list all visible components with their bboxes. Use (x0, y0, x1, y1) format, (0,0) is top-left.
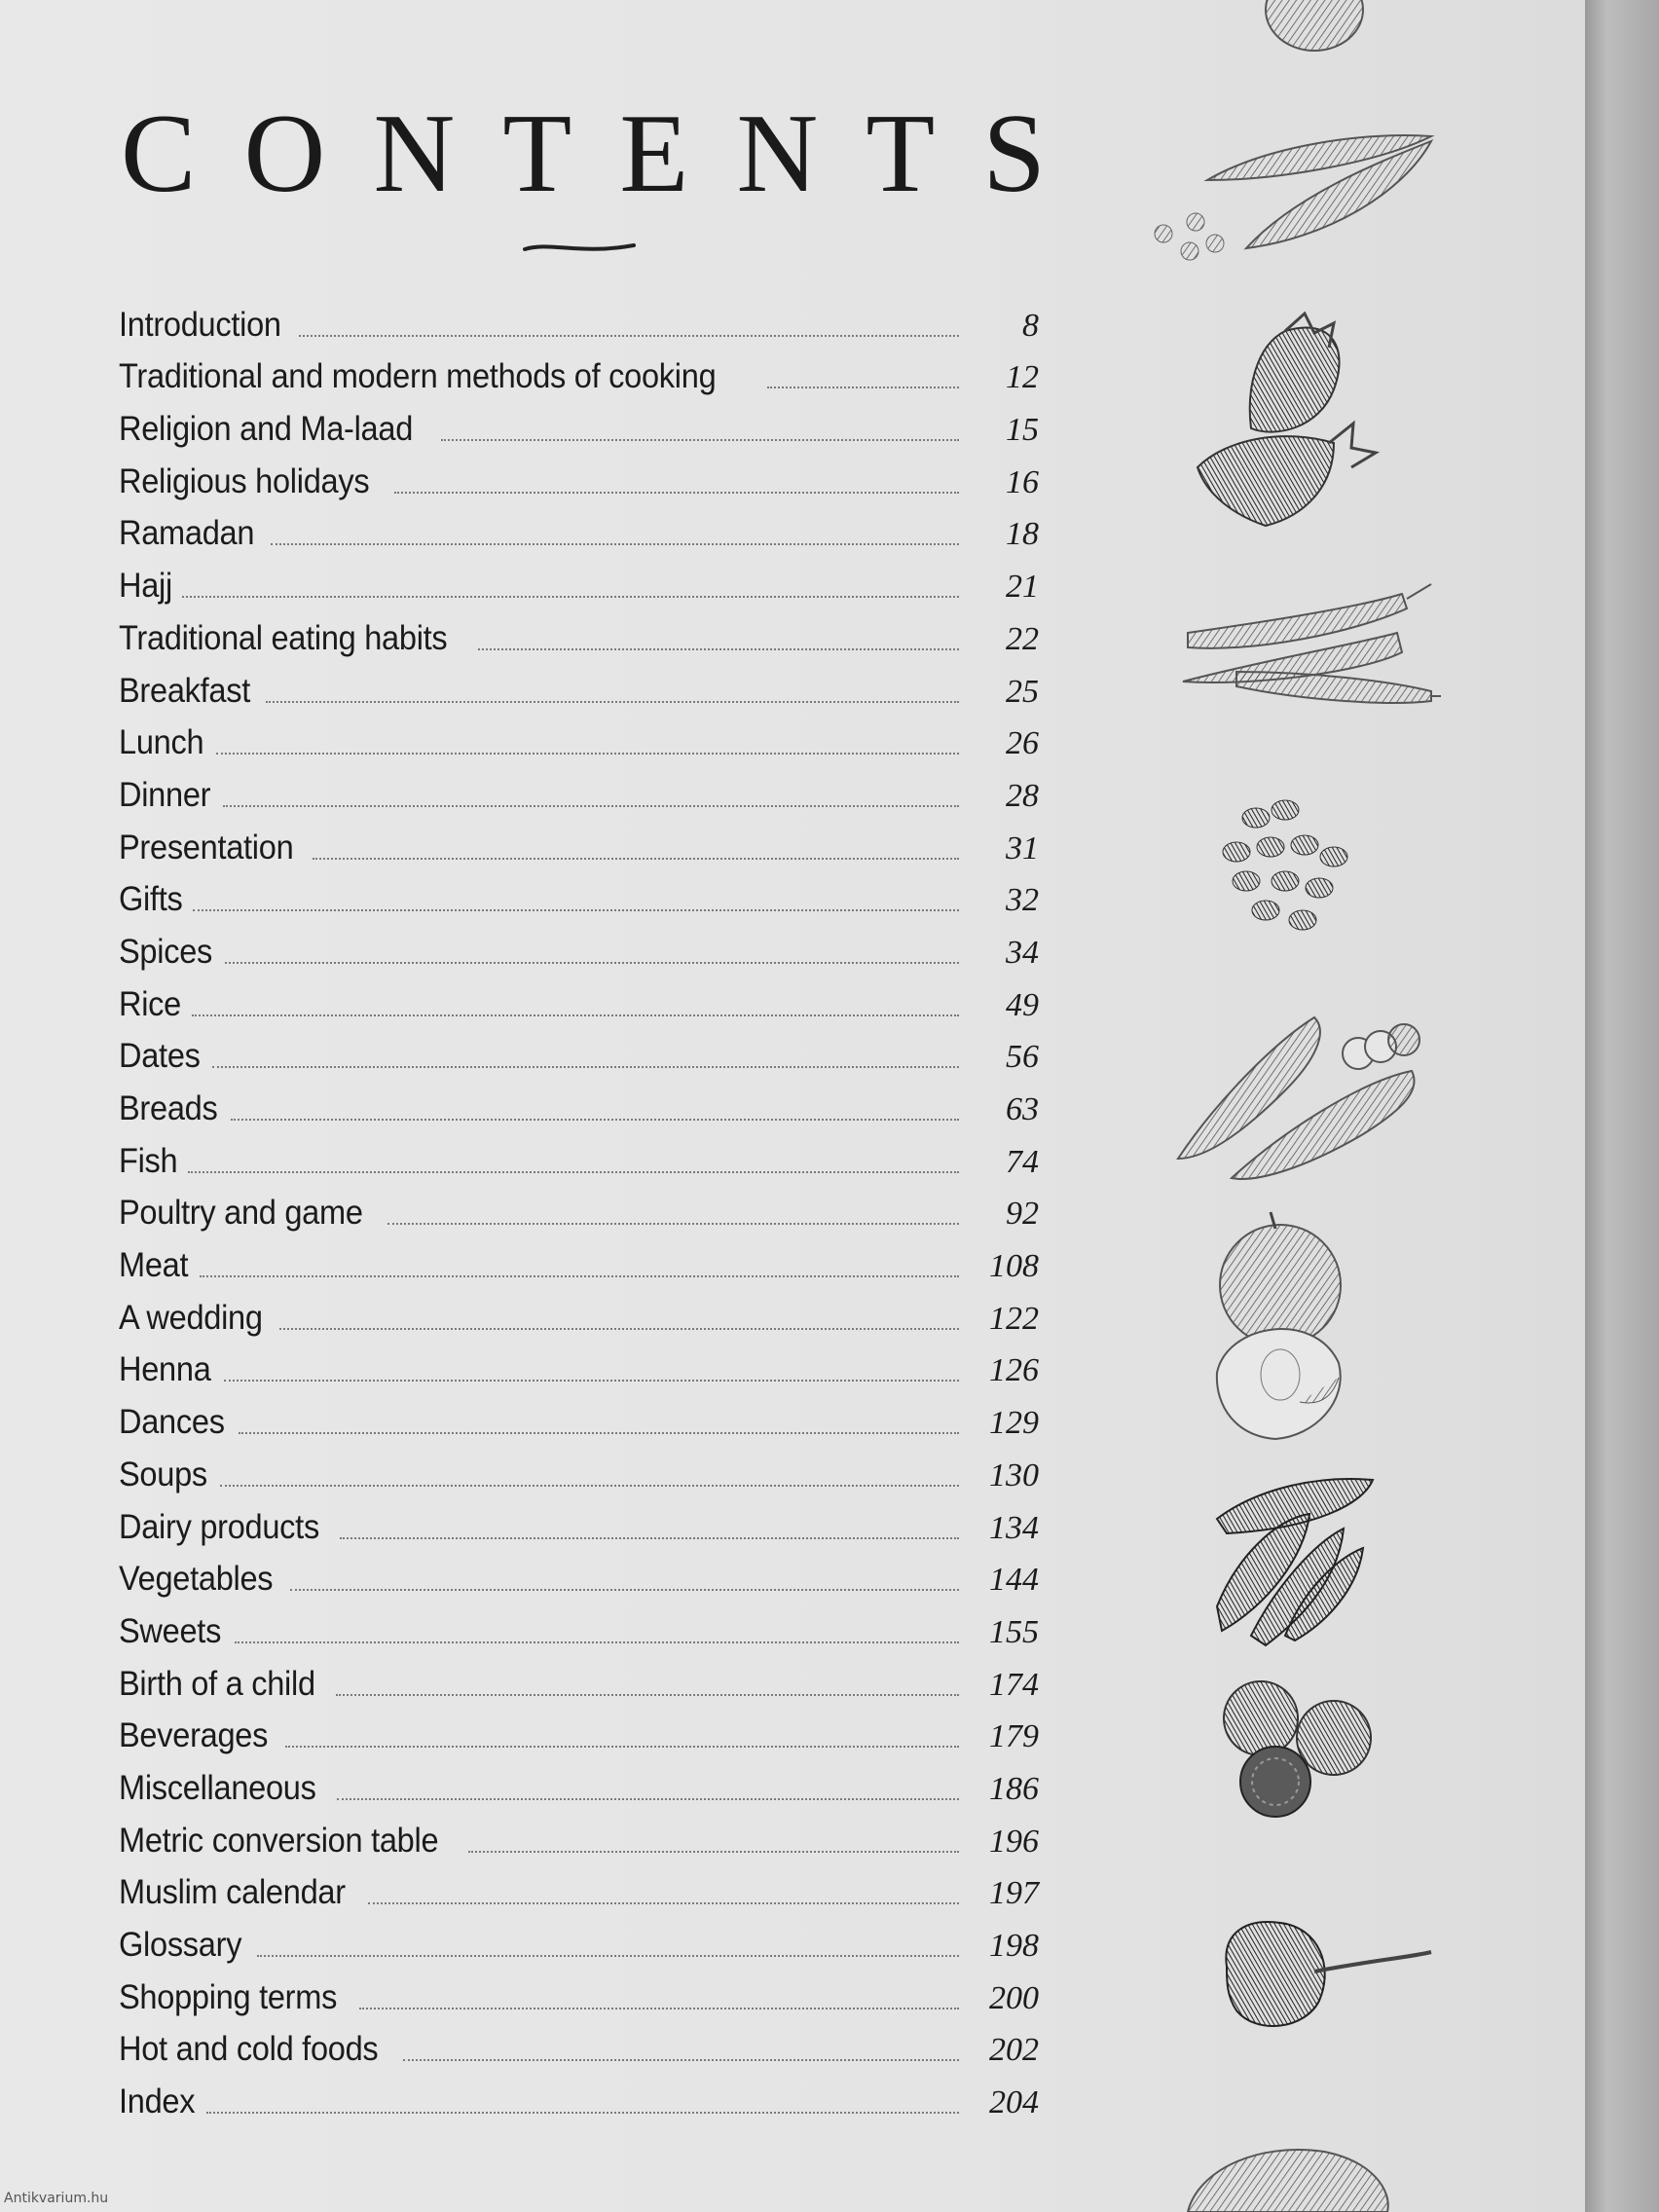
toc-entry[interactable] (119, 345, 1039, 397)
toc-entry[interactable] (119, 711, 1039, 763)
toc-entry-label: Index (119, 2083, 196, 2121)
toc-entry[interactable] (119, 1755, 1039, 1808)
zucchini-sketch (1178, 1017, 1419, 1179)
carrots-sketch (1183, 584, 1441, 703)
toc-entry-label: Dairy products (119, 1507, 319, 1546)
toc-entry-label: Beverages (119, 1716, 269, 1755)
toc-entry[interactable] (119, 1704, 1039, 1756)
toc-entry-label: Metric conversion table (119, 1821, 439, 1860)
title-swash-ornament (521, 238, 638, 257)
beetroot-sketch (1226, 1922, 1431, 2026)
dot-leader (200, 1273, 959, 1277)
toc-entry-page-number: 74 (1006, 1143, 1039, 1180)
toc-entry-label: Lunch (119, 723, 204, 762)
toc-entry-label: Hot and cold foods (119, 2030, 379, 2069)
toc-entry-page-number: 186 (989, 1770, 1039, 1807)
toc-entry[interactable] (119, 867, 1039, 920)
toc-entry-page-number: 26 (1006, 725, 1039, 762)
toc-entry[interactable] (119, 1442, 1039, 1494)
toc-entry-page-number: 144 (989, 1562, 1039, 1599)
toc-entry-label: Dinner (119, 775, 211, 814)
table-of-contents (119, 292, 1039, 2121)
dot-leader (239, 1430, 959, 1434)
toc-entry-page-number: 179 (989, 1718, 1039, 1755)
dot-leader (403, 2057, 959, 2061)
toc-entry[interactable] (119, 2017, 1039, 2070)
toc-entry[interactable] (119, 449, 1039, 501)
dot-leader (271, 541, 959, 545)
dot-leader (188, 1169, 959, 1173)
toc-entry-page-number: 198 (989, 1928, 1039, 1964)
toc-entry-label: Poultry and game (119, 1194, 363, 1233)
toc-entry[interactable] (119, 1965, 1039, 2017)
dot-leader (336, 1692, 959, 1696)
dot-leader (212, 1064, 959, 1068)
toc-entry-page-number: 31 (1006, 830, 1039, 866)
toc-entry[interactable] (119, 1338, 1039, 1390)
toc-entry-label: Presentation (119, 828, 294, 866)
toc-entry[interactable] (119, 606, 1039, 658)
toc-entry-label: Introduction (119, 305, 281, 344)
toc-entry-page-number: 202 (989, 2032, 1039, 2069)
toc-entry[interactable] (119, 1233, 1039, 1285)
toc-entry-label: Birth of a child (119, 1664, 315, 1703)
toc-entry-page-number: 130 (989, 1456, 1039, 1493)
toc-entry-page-number: 12 (1006, 359, 1039, 396)
dot-leader (220, 1483, 959, 1487)
dot-leader (285, 1744, 959, 1748)
toc-entry[interactable] (119, 1128, 1039, 1181)
toc-entry-page-number: 200 (989, 1979, 1039, 2016)
toc-entry-label: Meat (119, 1246, 189, 1285)
toc-entry-label: Glossary (119, 1926, 242, 1964)
toc-entry[interactable] (119, 2069, 1039, 2121)
toc-entry[interactable] (119, 658, 1039, 711)
toc-entry[interactable] (119, 1599, 1039, 1651)
toc-entry-page-number: 28 (1006, 777, 1039, 814)
toc-entry[interactable] (119, 1181, 1039, 1234)
toc-entry-label: Fish (119, 1141, 178, 1180)
dot-leader (368, 1900, 959, 1904)
apple-sketch (1217, 1212, 1341, 1439)
toc-entry[interactable] (119, 553, 1039, 606)
toc-entry-page-number: 196 (989, 1823, 1039, 1860)
dot-leader (313, 856, 959, 860)
watermark-text: Antikvarium.hu (4, 2191, 109, 2206)
toc-entry-page-number: 34 (1006, 934, 1039, 971)
toc-entry-page-number: 126 (989, 1352, 1039, 1389)
toc-entry-label: A wedding (119, 1298, 263, 1337)
toc-entry-page-number: 174 (989, 1666, 1039, 1703)
toc-entry[interactable] (119, 972, 1039, 1024)
toc-entry-label: Dates (119, 1037, 201, 1076)
toc-entry-page-number: 122 (989, 1300, 1039, 1337)
dot-leader (266, 699, 959, 703)
toc-entry[interactable] (119, 1651, 1039, 1704)
dot-leader (193, 907, 959, 911)
toc-entry-page-number: 204 (989, 2084, 1039, 2121)
book-spine-edge (1585, 0, 1659, 2212)
toc-entry[interactable] (119, 1547, 1039, 1600)
title-letter: T (866, 92, 936, 216)
dot-leader (206, 2110, 959, 2114)
toc-entry-page-number: 129 (989, 1405, 1039, 1442)
coffee-beans-sketch (1223, 800, 1347, 930)
title-letter: S (982, 92, 1046, 216)
toc-entry-label: Traditional eating habits (119, 618, 448, 657)
toc-entry[interactable] (119, 292, 1039, 345)
toc-entry-label: Hajj (119, 567, 172, 606)
toc-entry-page-number: 18 (1006, 516, 1039, 553)
toc-entry[interactable] (119, 1912, 1039, 1965)
dot-leader (468, 1849, 959, 1853)
toc-entry-page-number: 155 (989, 1613, 1039, 1650)
dot-leader (394, 490, 959, 494)
title-letter: N (736, 92, 819, 216)
dot-leader (359, 2006, 959, 2009)
dot-leader (279, 1326, 959, 1330)
toc-entry-page-number: 21 (1006, 569, 1039, 606)
toc-entry-page-number: 92 (1006, 1196, 1039, 1233)
toc-entry[interactable] (119, 762, 1039, 815)
dot-leader (182, 594, 959, 598)
toc-entry[interactable] (119, 1808, 1039, 1861)
dot-leader (441, 437, 959, 441)
toc-entry[interactable] (119, 1861, 1039, 1913)
toc-entry[interactable] (119, 1494, 1039, 1547)
vegetable-illustrations (1139, 0, 1567, 2212)
toc-entry-page-number: 63 (1006, 1091, 1039, 1127)
dot-leader (231, 1117, 959, 1121)
toc-entry-page-number: 15 (1006, 412, 1039, 449)
title-letter: E (619, 92, 689, 216)
dot-leader (223, 803, 959, 807)
dot-leader (290, 1587, 959, 1591)
lettuce-sketch (1188, 2150, 1388, 2212)
toc-entry[interactable] (119, 1076, 1039, 1128)
toc-entry-page-number: 25 (1006, 673, 1039, 710)
toc-entry[interactable] (119, 396, 1039, 449)
toc-entry[interactable] (119, 919, 1039, 972)
dot-leader (216, 751, 959, 755)
toc-entry-label: Religion and Ma-laad (119, 410, 414, 449)
dark-pods-sketch (1217, 1479, 1373, 1645)
fruit-sketch-top (1266, 0, 1363, 51)
toc-entry-label: Shopping terms (119, 1977, 338, 2016)
toc-entry[interactable] (119, 1389, 1039, 1442)
toc-entry-label: Dances (119, 1403, 225, 1442)
toc-entry-page-number: 16 (1006, 463, 1039, 500)
dot-leader (299, 333, 959, 337)
toc-entry-label: Muslim calendar (119, 1873, 346, 1912)
dot-leader (257, 1953, 959, 1957)
dot-leader (337, 1796, 959, 1800)
pea-pods-sketch (1155, 135, 1431, 260)
toc-entry-label: Ramadan (119, 514, 255, 553)
toc-entry-label: Gifts (119, 880, 183, 919)
strawberries-sketch (1198, 313, 1376, 526)
toc-entry-label: Rice (119, 984, 182, 1023)
dot-leader (192, 1013, 959, 1016)
toc-entry-label: Spices (119, 932, 213, 971)
toc-entry-label: Religious holidays (119, 461, 370, 500)
title-letter: O (243, 92, 326, 216)
contents-heading (121, 90, 1046, 219)
title-letter: N (373, 92, 456, 216)
toc-entry-label: Traditional and modern methods of cooking (119, 357, 717, 396)
toc-entry-label: Breakfast (119, 671, 250, 710)
toc-entry-label: Vegetables (119, 1560, 274, 1599)
toc-entry[interactable] (119, 501, 1039, 554)
toc-entry-label: Soups (119, 1455, 207, 1493)
toc-entry-label: Sweets (119, 1611, 222, 1650)
tomatoes-sketch (1224, 1681, 1371, 1817)
toc-entry-page-number: 56 (1006, 1039, 1039, 1076)
toc-entry-page-number: 108 (989, 1248, 1039, 1285)
dot-leader (225, 960, 959, 964)
toc-entry[interactable] (119, 1024, 1039, 1077)
toc-entry-page-number: 8 (1022, 307, 1039, 344)
dot-leader (224, 1378, 959, 1382)
toc-entry-page-number: 134 (989, 1509, 1039, 1546)
dot-leader (340, 1535, 959, 1539)
toc-entry[interactable] (119, 1285, 1039, 1338)
dot-leader (235, 1640, 959, 1643)
toc-entry-page-number: 32 (1006, 882, 1039, 919)
toc-entry-page-number: 22 (1006, 620, 1039, 657)
dot-leader (387, 1221, 959, 1225)
toc-entry-page-number: 197 (989, 1875, 1039, 1912)
title-letter: T (502, 92, 572, 216)
toc-entry[interactable] (119, 815, 1039, 867)
dot-leader (767, 385, 959, 388)
title-letter: C (121, 92, 197, 216)
toc-entry-label: Henna (119, 1350, 211, 1389)
toc-entry-label: Breads (119, 1089, 218, 1127)
toc-entry-page-number: 49 (1006, 986, 1039, 1023)
toc-entry-label: Miscellaneous (119, 1768, 316, 1807)
dot-leader (478, 646, 959, 650)
